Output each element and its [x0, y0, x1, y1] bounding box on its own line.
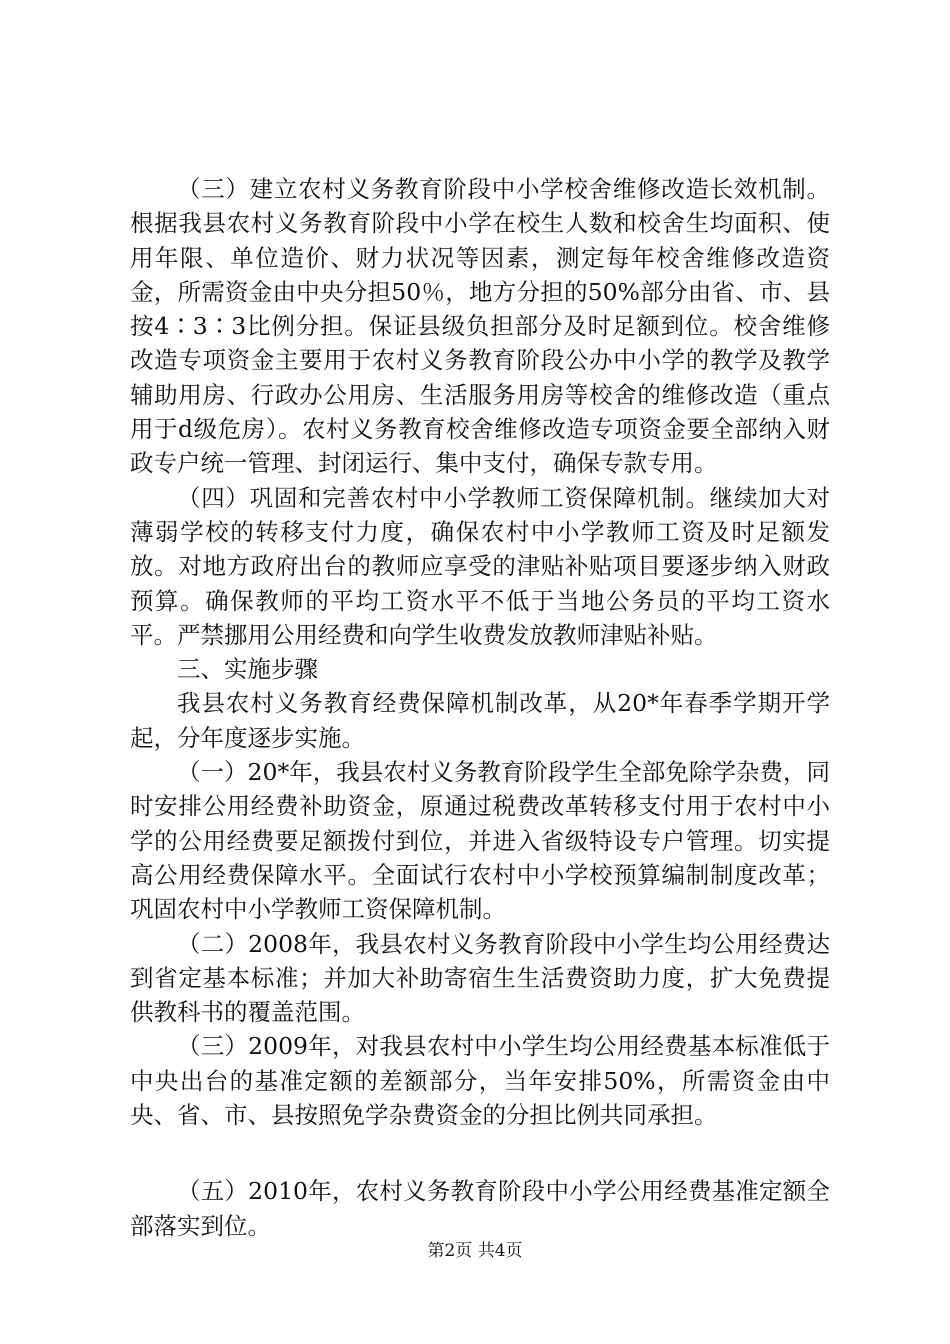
page-number-footer: 第2页 共4页 [427, 1241, 523, 1261]
paragraph-teacher-salary-guarantee: （四）巩固和完善农村中小学教师工资保障机制。继续加大对薄弱学校的转移支付力度，确保农村中小学教师工资及时足额发放。对地方政府出台的教师应享受的津贴补贴项目要逐步纳入财政预算。确保教师的平均工资水平不低于当地公务员的平均工资水平。严禁挪用公用经费和向学生收费发放教师津贴补贴。 [130, 483, 830, 649]
paragraph-implementation-intro: 我县农村义务教育经费保障机制改革，从20*年春季学期开学起，分年度逐步实施。 [130, 689, 830, 752]
paragraph-step-three: （三）2009年，对我县农村中小学生均公用经费基本标准低于中央出台的基准定额的差额部分，当年安排50%，所需资金由中央、省、市、县按照免学杂费资金的分担比例共同承担。 [130, 1032, 830, 1130]
paragraph-step-one: （一）20*年，我县农村义务教育阶段学生全部免除学杂费，同时安排公用经费补助资金，原通过税费改革转移支付用于农村中小学的公用经费要足额拨付到位，并进入省级特设专户管理。切实提高公用经费保障水平。全面试行农村中小学校预算编制制度改革；巩固农村中小学教师工资保障机制。 [130, 758, 830, 924]
document-body [130, 172, 830, 1243]
paragraph-step-two: （二）2008年，我县农村义务教育阶段中小学生均公用经费达到省定基本标准；并加大补助寄宿生生活费资助力度，扩大免费提供教科书的覆盖范围。 [130, 929, 830, 1027]
paragraph-step-five: （五）2010年，农村义务教育阶段中小学公用经费基准定额全部落实到位。 [130, 1177, 830, 1240]
paragraph-school-building-maintenance: （三）建立农村义务教育阶段中小学校舍维修改造长效机制。根据我县农村义务教育阶段中小学在校生人数和校舍生均面积、使用年限、单位造价、财力状况等因素，测定每年校舍维修改造资金，所需资金由中央分担50％，地方分担的50%部分由省、市、县按4∶3∶3比例分担。保证县级负担部分及时足额到位。校舍维修改造专项资金主要用于农村义务教育阶段公办中小学的教学及教学辅助用房、行政办公用房、生活服务用房等校舍的维修改造（重点用于d级危房）。农村义务教育校舍维修改造专项资金要全部纳入财政专户统一管理、封闭运行、集中支付，确保专款专用。 [130, 175, 830, 478]
paragraph-spacer [130, 1132, 830, 1174]
section-heading-implementation-steps: 三、实施步骤 [177, 655, 318, 684]
